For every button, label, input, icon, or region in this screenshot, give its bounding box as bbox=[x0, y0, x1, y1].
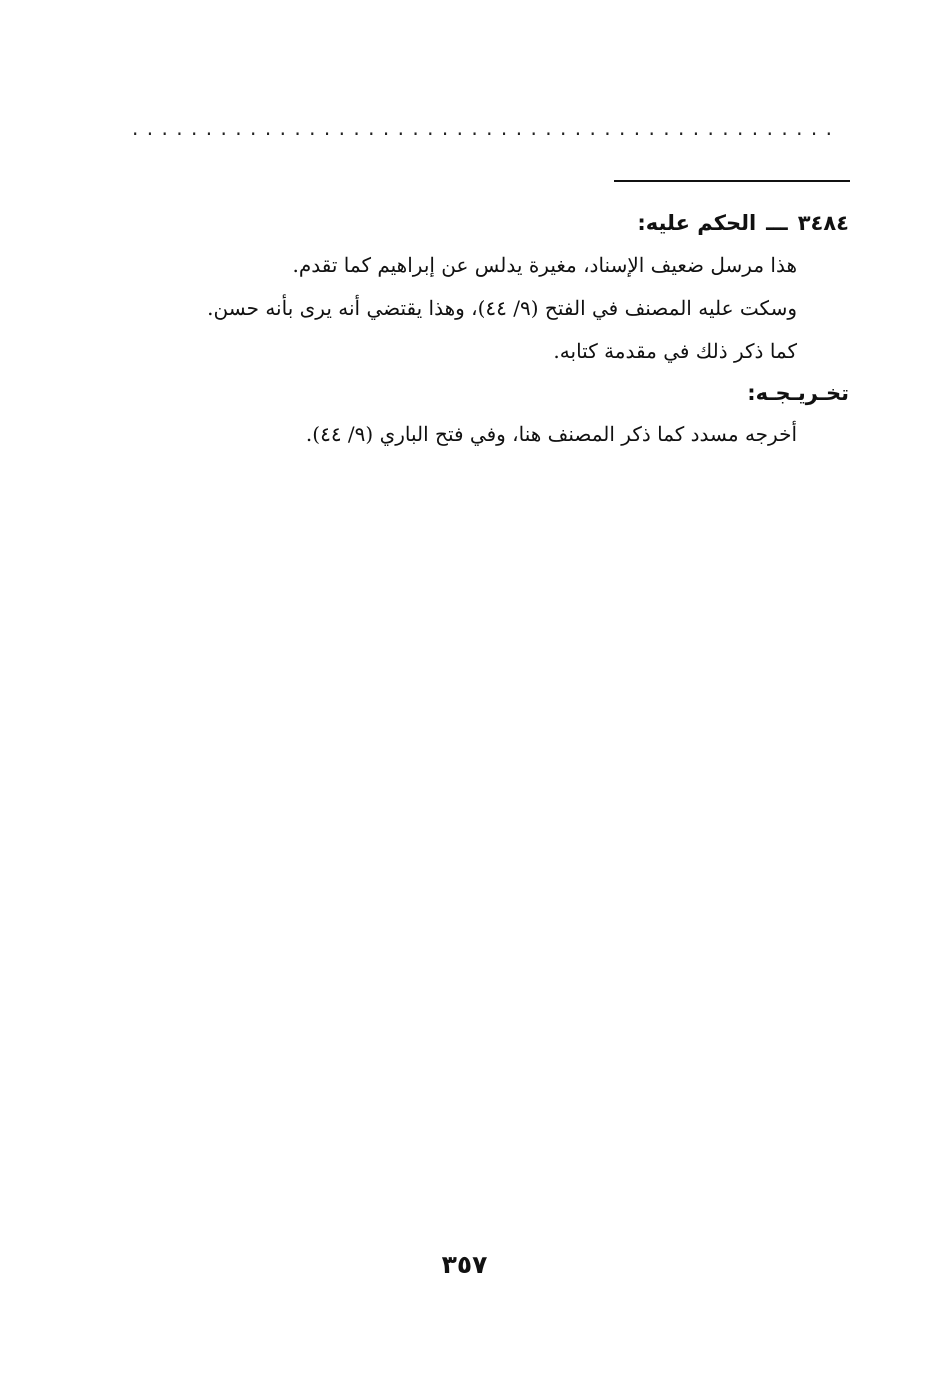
entry-separator: ـــ bbox=[766, 211, 788, 235]
takhrij-line-1: أخرجه مسدد كما ذكر المصنف هنا، وفي فتح الباري (٩/ ٤٤). bbox=[305, 422, 797, 446]
entry-number: ٣٤٨٤ bbox=[797, 211, 849, 235]
entry-heading-label: الحكم عليه: bbox=[637, 211, 757, 235]
dotted-separator: ................................................ bbox=[132, 120, 841, 136]
page-number: ٣٥٧ bbox=[441, 1250, 488, 1279]
entry-block bbox=[149, 204, 849, 456]
section-rule bbox=[614, 180, 850, 182]
ruling-line-1: هذا مرسل ضعيف الإسناد، مغيرة يدلس عن إبراهيم كما تقدم. bbox=[292, 253, 797, 277]
ruling-line-3: كما ذكر ذلك في مقدمة كتابه. bbox=[553, 339, 797, 363]
takhrij-heading: تخـريـجـه: bbox=[747, 381, 849, 405]
ruling-line-2: وسكت عليه المصنف في الفتح (٩/ ٤٤)، وهذا يقتضي أنه يرى بأنه حسن. bbox=[207, 296, 797, 320]
entry-heading bbox=[149, 204, 849, 242]
